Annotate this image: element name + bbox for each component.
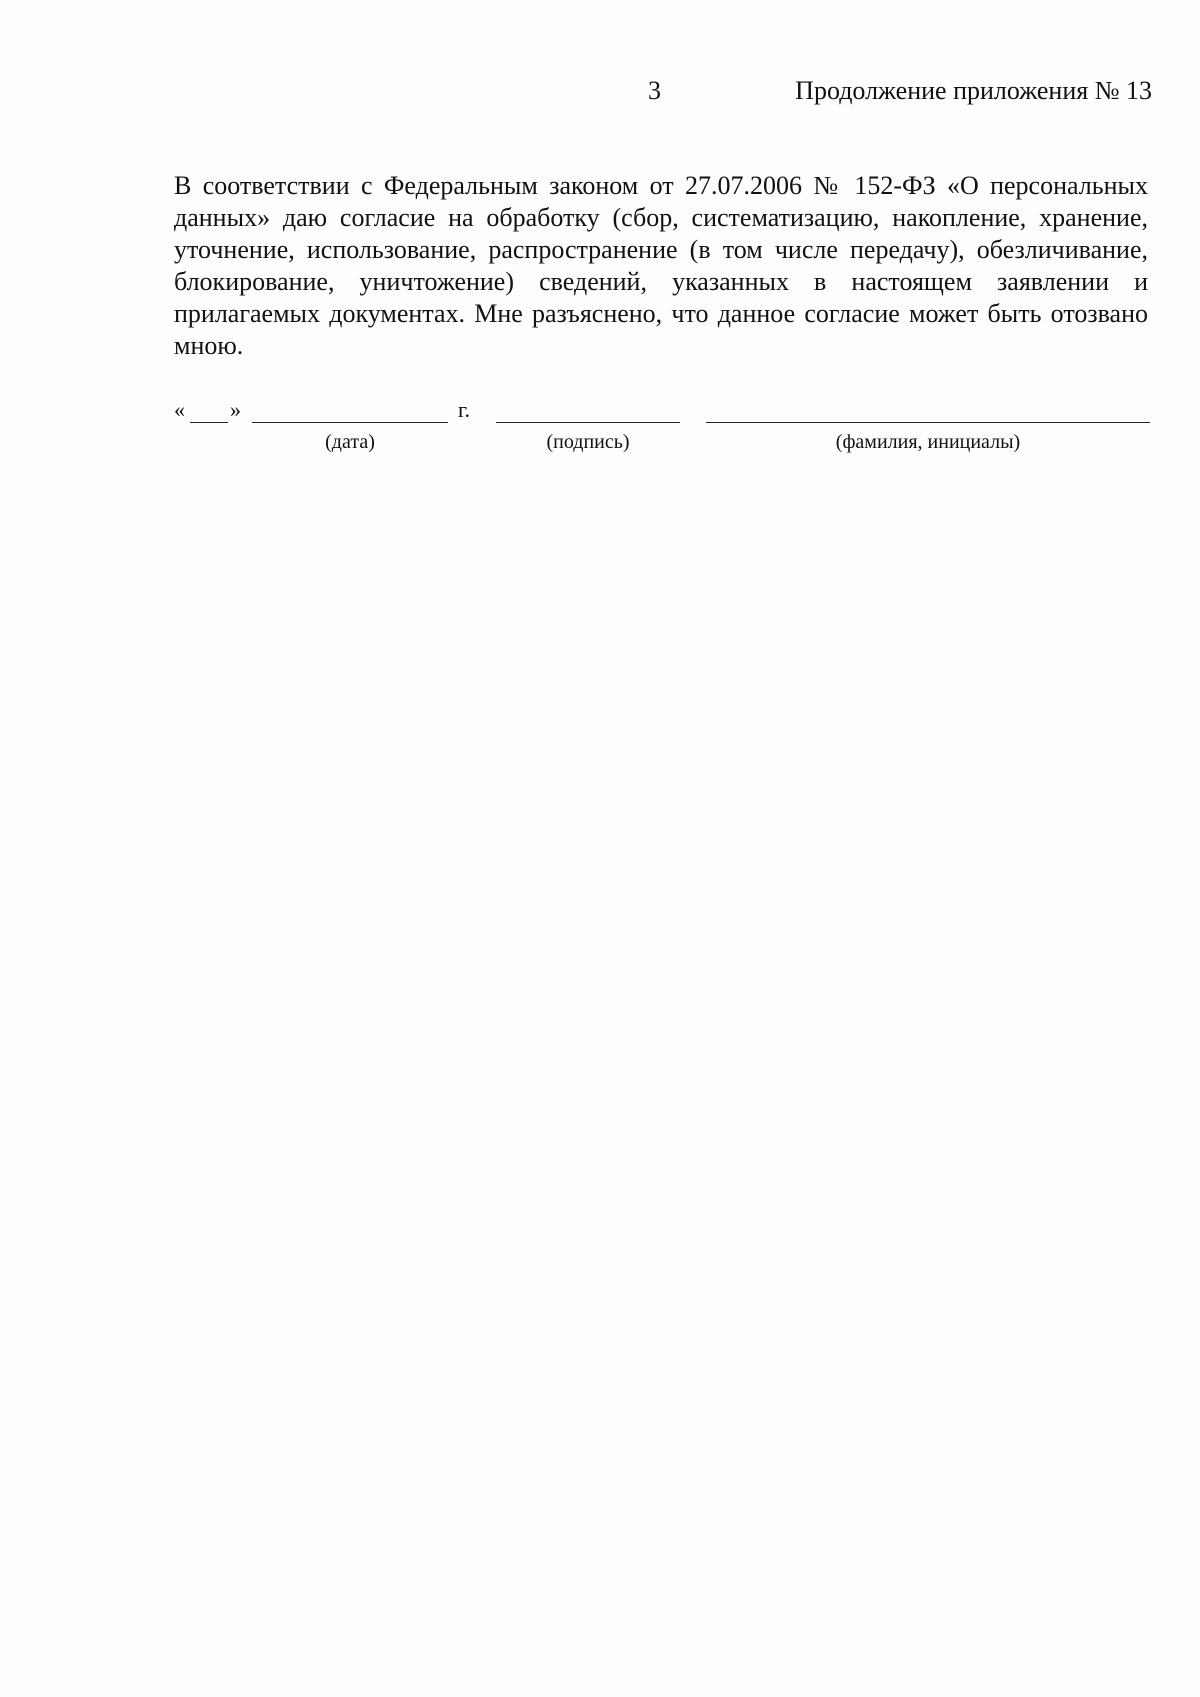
date-blank-line bbox=[252, 422, 448, 423]
open-quote: « bbox=[174, 397, 185, 422]
date-caption: (дата) bbox=[325, 431, 375, 453]
consent-paragraph: В соответствии с Федеральным законом от 27.07.2006 № 152-ФЗ «О персональных данных» даю согласие на обработку (сбор, систематизацию, накопление, хранение, уточнение, использование, распространение (в том числе передачу), обезличивание, блокирование, уничтожение) сведений, указанных в настоящем заявлении и прилагаемых документах. Мне разъяснено, что данное согласие может быть отозвано мною. bbox=[174, 171, 1148, 360]
name-caption: (фамилия, инициалы) bbox=[835, 431, 1021, 453]
name-blank-line bbox=[706, 422, 1150, 423]
close-quote: » bbox=[230, 397, 241, 422]
page-number: 3 bbox=[648, 76, 661, 105]
day-blank-line bbox=[190, 422, 228, 423]
signature-blank-line bbox=[496, 422, 680, 423]
appendix-title: Продолжение приложения № 13 bbox=[795, 76, 1152, 105]
year-suffix: г. bbox=[458, 397, 471, 422]
signature-block bbox=[0, 396, 1200, 456]
signature-caption: (подпись) bbox=[546, 431, 630, 453]
